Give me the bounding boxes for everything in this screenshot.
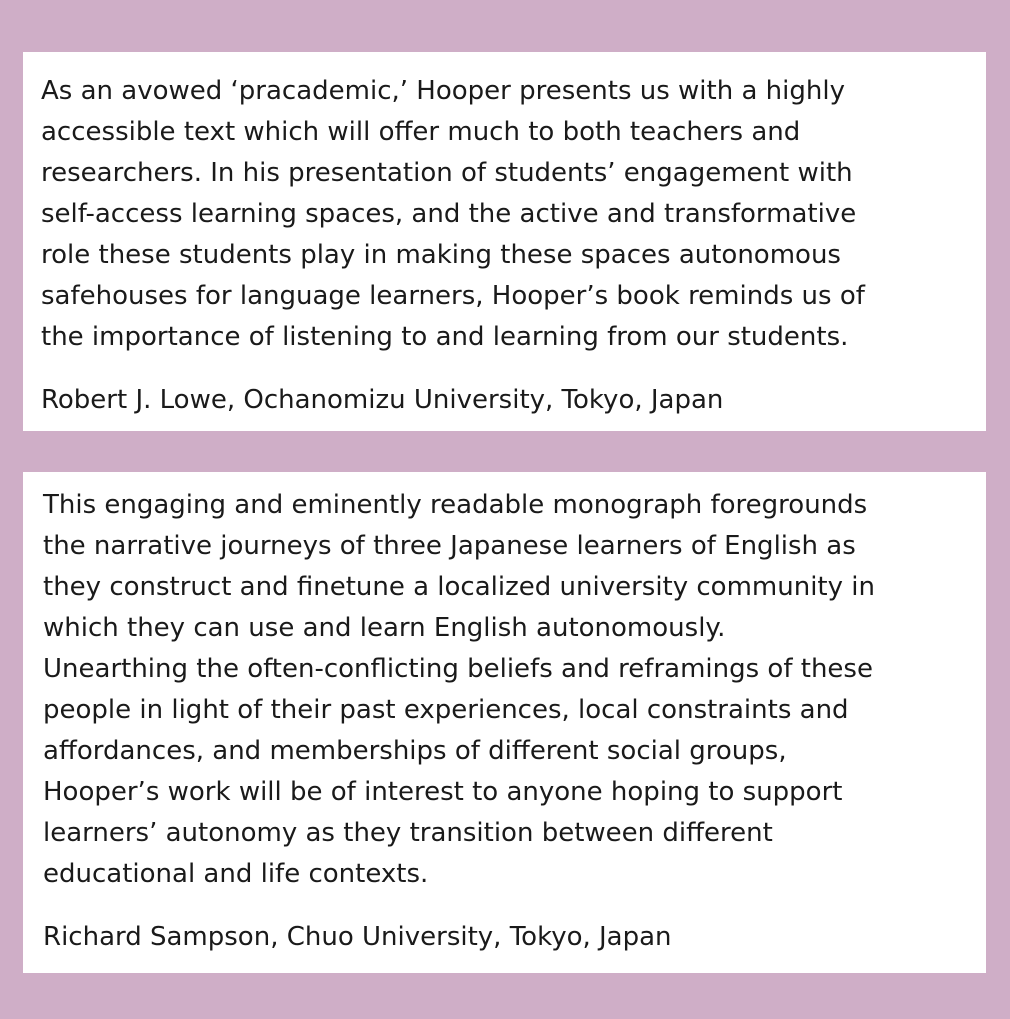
endorsement-text-line: the importance of listening to and learning from our students. (41, 322, 849, 352)
endorsement-text-line: people in light of their past experiences, local constraints and (43, 695, 849, 725)
endorsement-text-line: Hooper’s work will be of interest to anyone hoping to support (43, 777, 843, 807)
endorsement-text-line: This engaging and eminently readable monograph foregrounds (43, 490, 868, 520)
endorsement-text-line: self-access learning spaces, and the active and transformative (41, 199, 857, 229)
endorsement-text-line: affordances, and memberships of different social groups, (43, 736, 787, 766)
endorsement-text-line: safehouses for language learners, Hooper’s book reminds us of (41, 281, 865, 311)
endorsement-text-line: As an avowed ‘pracademic,’ Hooper presents us with a highly (41, 76, 845, 106)
endorsement-text-line: educational and life contexts. (43, 859, 429, 889)
endorsement-text-line: Unearthing the often-conflicting beliefs and reframings of these (43, 654, 873, 684)
endorsement-card-sampson (23, 472, 986, 973)
endorsement-card-lowe (23, 52, 986, 431)
endorsement-text-line: learners’ autonomy as they transition between different (43, 818, 773, 848)
endorsement-text-line: researchers. In his presentation of students’ engagement with (41, 158, 853, 188)
endorsement-text-line: they construct and finetune a localized university community in (43, 572, 875, 602)
endorsement-attribution: Robert J. Lowe, Ochanomizu University, Tokyo, Japan (41, 385, 724, 415)
endorsement-text-line: the narrative journeys of three Japanese learners of English as (43, 531, 856, 561)
endorsement-attribution: Richard Sampson, Chuo University, Tokyo, Japan (43, 922, 672, 952)
endorsement-text-line: which they can use and learn English autonomously. (43, 613, 726, 643)
endorsement-text-line: accessible text which will offer much to both teachers and (41, 117, 801, 147)
endorsement-text-line: role these students play in making these spaces autonomous (41, 240, 841, 270)
